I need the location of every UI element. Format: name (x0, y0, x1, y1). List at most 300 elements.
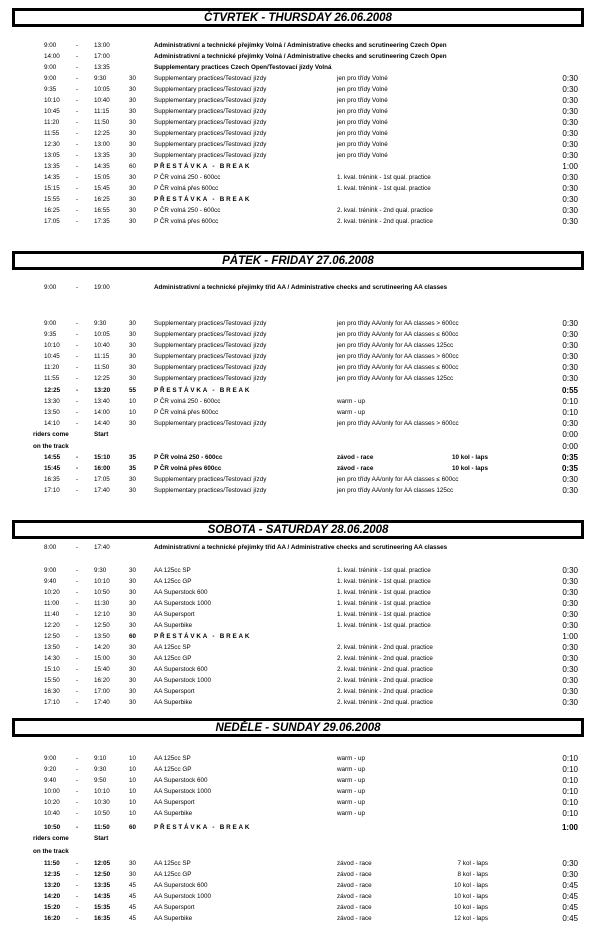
duration: 0:30 (562, 206, 578, 215)
time-dash: - (76, 42, 79, 49)
time-dash: - (76, 578, 79, 585)
time-dash: - (76, 331, 79, 338)
day-header-frame (15, 11, 581, 24)
end-time: 9:50 (94, 777, 107, 784)
end-time: 10:10 (94, 578, 110, 585)
start-time: 10:10 (44, 97, 60, 104)
session-description: AA Superbike (154, 915, 193, 922)
end-time: 15:45 (94, 185, 110, 192)
minutes: 45 (129, 882, 137, 889)
schedule-row (0, 891, 596, 902)
session-type: jen pro třídy AA/only for AA classes 125cc (337, 342, 454, 349)
start-time: 16:35 (44, 476, 60, 483)
minutes: 30 (129, 119, 137, 126)
time-dash: - (76, 387, 79, 394)
start-time: 9:40 (44, 578, 57, 585)
session-description: Supplementary practices/Testovací jízdy (154, 375, 267, 382)
schedule-row (0, 631, 596, 642)
session-description: Supplementary practices/Testovací jízdy (154, 420, 267, 427)
session-description: Supplementary practices/Testovací jízdy (154, 152, 267, 159)
schedule-row (0, 318, 596, 329)
end-time: 9:30 (94, 766, 107, 773)
minutes: 30 (129, 871, 137, 878)
start-time: 10:45 (44, 108, 60, 115)
schedule-row (0, 565, 596, 576)
schedule-row (0, 117, 596, 128)
minutes: 10 (129, 398, 137, 405)
break-label: PŘESTÁVKA - BREAK (154, 824, 252, 831)
session-type: jen pro třídy AA/only for AA classes > 600cc (337, 320, 459, 327)
session-description: AA Superstock 1000 (154, 677, 212, 684)
session-description: AA Superstock 600 (154, 777, 208, 784)
minutes: 30 (129, 207, 137, 214)
minutes: 30 (129, 97, 137, 104)
schedule-row (0, 463, 596, 474)
session-description: AA Supersport (154, 904, 195, 911)
minutes: 30 (129, 141, 137, 148)
start-time: 14:00 (44, 53, 60, 60)
time-dash: - (76, 320, 79, 327)
session-description: AA Superstock 1000 (154, 600, 212, 607)
time-dash: - (76, 871, 79, 878)
time-dash: - (76, 53, 79, 60)
duration: 0:30 (562, 195, 578, 204)
duration: 0:30 (562, 687, 578, 696)
end-time: 12:25 (94, 375, 110, 382)
time-dash: - (76, 86, 79, 93)
laps-count: 10 kol - laps (454, 904, 488, 911)
minutes: 30 (129, 185, 137, 192)
schedule-row (0, 84, 596, 95)
start-time: 13:50 (44, 409, 60, 416)
note-text: riders come (33, 431, 69, 438)
start-time: 12:35 (44, 871, 61, 878)
duration: 0:45 (562, 881, 578, 890)
laps-count: 10 kol - laps (454, 893, 488, 900)
duration: 0:30 (562, 352, 578, 361)
session-description: Supplementary practices/Testovací jízdy (154, 331, 267, 338)
end-time: 10:05 (94, 331, 110, 338)
schedule-row (0, 418, 596, 429)
schedule-row (0, 869, 596, 880)
session-description: AA 125cc GP (154, 655, 192, 662)
start-time: 9:35 (44, 331, 57, 338)
session-type: jen pro třídy AA/only for AA classes ≤ 600cc (337, 476, 459, 483)
laps-count: 10 kol - laps (454, 882, 488, 889)
end-time: 15:10 (94, 454, 111, 461)
start-time: 15:55 (44, 196, 60, 203)
start-time: 14:10 (44, 420, 60, 427)
schedule-row (0, 216, 596, 227)
minutes: 10 (129, 810, 137, 817)
session-description: Supplementary practices/Testovací jízdy (154, 476, 267, 483)
time-dash: - (76, 677, 79, 684)
minutes: 10 (129, 799, 137, 806)
minutes: 10 (129, 777, 137, 784)
duration: 0:30 (562, 577, 578, 586)
schedule-row (0, 764, 596, 775)
time-dash: - (76, 567, 79, 574)
minutes: 30 (129, 375, 137, 382)
duration: 0:10 (562, 809, 578, 818)
duration: 0:45 (562, 914, 578, 923)
session-type: jen pro třídy AA/only for AA classes 125cc (337, 487, 454, 494)
duration: 0:10 (562, 765, 578, 774)
session-description: P ČR volná přes 600cc (154, 465, 222, 472)
start-time: 14:30 (44, 655, 60, 662)
duration: 0:30 (562, 475, 578, 484)
duration: 0:30 (562, 676, 578, 685)
minutes: 30 (129, 600, 137, 607)
end-time: 9:30 (94, 320, 107, 327)
duration: 0:30 (562, 129, 578, 138)
start-time: 11:55 (44, 130, 60, 137)
schedule-row (0, 139, 596, 150)
schedule-row (0, 576, 596, 587)
time-dash: - (76, 465, 79, 472)
note-text: on the track (33, 443, 69, 450)
start-time: 10:40 (44, 810, 60, 817)
schedule-row (0, 822, 596, 833)
duration: 0:30 (562, 665, 578, 674)
time-dash: - (76, 174, 79, 181)
end-time: 14:40 (94, 420, 110, 427)
end-time: 17:40 (94, 699, 110, 706)
end-time: 9:30 (94, 567, 107, 574)
end-time: 11:50 (94, 824, 110, 831)
session-description: AA 125cc SP (154, 755, 191, 762)
minutes: 30 (129, 589, 137, 596)
schedule-row (0, 786, 596, 797)
session-type: 1. kval. trénink - 1st qual. practice (337, 578, 431, 585)
minutes: 30 (129, 611, 137, 618)
session-type: jen pro třídy Volné (337, 130, 388, 137)
start-time: 17:10 (44, 487, 60, 494)
time-dash: - (76, 655, 79, 662)
day-title: PÁTEK - FRIDAY 27.06.2008 (222, 255, 374, 267)
schedule-row (0, 194, 596, 205)
schedule-row (0, 161, 596, 172)
time-dash: - (76, 755, 79, 762)
duration: 0:10 (562, 408, 578, 417)
end-time: 11:15 (94, 108, 110, 115)
minutes: 30 (129, 342, 137, 349)
note-text: riders come (33, 835, 69, 842)
schedule-row (0, 846, 596, 857)
day-header (12, 520, 584, 539)
duration: 1:00 (562, 632, 578, 641)
time-dash: - (76, 611, 79, 618)
session-description: AA Supersport (154, 688, 195, 695)
duration: 0:30 (562, 643, 578, 652)
time-dash: - (76, 810, 79, 817)
start-time: 11:50 (44, 860, 60, 867)
duration: 0:30 (562, 486, 578, 495)
start-time: 14:20 (44, 893, 61, 900)
end-time: 14:35 (94, 163, 110, 170)
schedule-row (0, 40, 596, 51)
start-time: 8:00 (44, 544, 57, 551)
session-description: AA Superstock 1000 (154, 788, 212, 795)
start-time: 15:50 (44, 677, 60, 684)
minutes: 30 (129, 196, 137, 203)
session-description: Supplementary practices/Testovací jízdy (154, 364, 267, 371)
schedule-row (0, 51, 596, 62)
session-description: P ČR volná přes 600cc (154, 409, 219, 416)
session-type: warm - up (337, 810, 365, 817)
schedule-row (0, 620, 596, 631)
session-type: jen pro třídy Volné (337, 86, 388, 93)
duration: 0:30 (562, 118, 578, 127)
time-dash: - (76, 622, 79, 629)
minutes: 30 (129, 86, 137, 93)
session-description: Administrativní a technické přejímky tříd AA / Administrative checks and scrutineering AA classes (154, 284, 448, 291)
duration: 1:00 (561, 823, 578, 832)
time-dash: - (76, 342, 79, 349)
time-dash: - (76, 185, 79, 192)
session-description: Supplementary practices/Testovací jízdy (154, 320, 267, 327)
session-description: AA 125cc GP (154, 766, 192, 773)
end-time: 15:05 (94, 174, 110, 181)
schedule-row (0, 351, 596, 362)
start-time: 13:05 (44, 152, 60, 159)
session-type: 1. kval. trénink - 1st qual. practice (337, 567, 431, 574)
time-dash: - (76, 882, 79, 889)
schedule-row (0, 485, 596, 496)
end-time: 11:30 (94, 600, 110, 607)
duration: 0:30 (562, 184, 578, 193)
time-dash: - (76, 788, 79, 795)
end-time: 16:55 (94, 207, 110, 214)
duration: 0:30 (562, 96, 578, 105)
end-time: 16:25 (94, 196, 110, 203)
note-text: on the track (33, 848, 69, 855)
day-header (12, 8, 584, 27)
start-time: 10:00 (44, 788, 60, 795)
duration: 0:30 (562, 341, 578, 350)
end-time: 15:40 (94, 666, 110, 673)
time-dash: - (76, 207, 79, 214)
time-dash: - (76, 589, 79, 596)
duration: 0:30 (562, 140, 578, 149)
time-dash: - (76, 130, 79, 137)
duration: 0:30 (562, 85, 578, 94)
session-type: 2. kval. trénink - 2nd qual. practice (337, 207, 433, 214)
duration: 0:30 (562, 870, 578, 879)
schedule-row (0, 429, 596, 440)
schedule-row (0, 474, 596, 485)
session-type: warm - up (337, 788, 365, 795)
session-type: jen pro třídy AA/only for AA classes ≤ 600cc (337, 364, 459, 371)
schedule-row (0, 362, 596, 373)
time-dash: - (76, 108, 79, 115)
session-description: P ČR volná přes 600cc (154, 218, 219, 225)
schedule-row (0, 106, 596, 117)
end-time: 15:00 (94, 655, 110, 662)
time-dash: - (76, 353, 79, 360)
schedule-row (0, 73, 596, 84)
laps-count: 7 kol - laps (457, 860, 488, 867)
schedule-row (0, 441, 596, 452)
time-dash: - (76, 600, 79, 607)
session-description: Supplementary practices/Testovací jízdy (154, 487, 267, 494)
start-time: 9:00 (44, 64, 57, 71)
schedule-row (0, 282, 596, 293)
session-type: závod - race (337, 915, 372, 922)
minutes: 30 (129, 353, 137, 360)
time-dash: - (76, 487, 79, 494)
schedule-row (0, 858, 596, 869)
schedule-row (0, 329, 596, 340)
start-time: 9:20 (44, 766, 57, 773)
end-time: 12:25 (94, 130, 110, 137)
session-type: jen pro třídy AA/only for AA classes > 600cc (337, 353, 459, 360)
duration: 1:00 (562, 162, 578, 171)
schedule-row (0, 609, 596, 620)
duration: 0:30 (562, 363, 578, 372)
end-time: 13:50 (94, 633, 110, 640)
schedule-row (0, 697, 596, 708)
start-time: 9:00 (44, 284, 57, 291)
time-dash: - (76, 152, 79, 159)
session-type: 1. kval. trénink - 1st qual. practice (337, 174, 431, 181)
session-type: jen pro třídy AA/only for AA classes ≤ 600cc (337, 331, 459, 338)
minutes: 30 (129, 644, 137, 651)
duration: 0:30 (562, 151, 578, 160)
session-description: AA Superstock 1000 (154, 893, 212, 900)
end-time: 11:50 (94, 364, 110, 371)
time-dash: - (76, 119, 79, 126)
start-time: 14:55 (44, 454, 61, 461)
session-description: AA 125cc SP (154, 644, 191, 651)
end-time: 17:05 (94, 476, 110, 483)
time-dash: - (76, 375, 79, 382)
start-time: 10:20 (44, 799, 60, 806)
minutes: 10 (129, 788, 137, 795)
minutes: 30 (129, 677, 137, 684)
session-type: 2. kval. trénink - 2nd qual. practice (337, 218, 433, 225)
start-time: 12:25 (44, 387, 61, 394)
duration: 0:30 (562, 588, 578, 597)
schedule-row (0, 542, 596, 553)
start-time: 11:55 (44, 375, 60, 382)
minutes: 60 (129, 633, 137, 640)
start-time: 10:20 (44, 589, 60, 596)
schedule-row (0, 664, 596, 675)
session-description: AA Superstock 600 (154, 882, 208, 889)
end-time: 14:20 (94, 644, 110, 651)
session-type: 2. kval. trénink - 2nd qual. practice (337, 655, 433, 662)
time-dash: - (76, 420, 79, 427)
end-time: 12:05 (94, 860, 111, 867)
session-description: Administrativní a technické přejímky Volná / Administrative checks and scrutineering Czech Open (154, 53, 447, 60)
schedule-row (0, 128, 596, 139)
session-type: jen pro třídy Volné (337, 75, 388, 82)
session-type: závod - race (337, 860, 372, 867)
schedule-row (0, 340, 596, 351)
start-time: 10:10 (44, 342, 60, 349)
end-time: 16:35 (94, 915, 111, 922)
break-label: PŘESTÁVKA - BREAK (154, 163, 252, 170)
start-time: 17:05 (44, 218, 60, 225)
session-type: warm - up (337, 777, 365, 784)
session-description: P ČR volná 250 - 600cc (154, 398, 221, 405)
start-time: 13:35 (44, 163, 60, 170)
session-description: AA 125cc GP (154, 578, 192, 585)
session-type: 1. kval. trénink - 1st qual. practice (337, 589, 431, 596)
session-description: Supplementary practices/Testovací jízdy (154, 108, 267, 115)
end-time: 11:15 (94, 353, 110, 360)
duration: 0:30 (562, 621, 578, 630)
duration: 0:30 (562, 698, 578, 707)
duration: 0:30 (562, 374, 578, 383)
duration: 0:45 (562, 892, 578, 901)
time-dash: - (76, 860, 79, 867)
laps-count: 10 kol - laps (451, 465, 488, 472)
session-type: 2. kval. trénink - 2nd qual. practice (337, 644, 433, 651)
session-description: AA 125cc SP (154, 860, 191, 867)
session-description: Administrativní a technické přejímky Volná / Administrative checks and scrutineering Czech Open (154, 42, 447, 49)
start-time: 9:00 (44, 42, 57, 49)
minutes: 30 (129, 655, 137, 662)
end-time: Start (94, 835, 109, 842)
session-description: AA Superstock 600 (154, 589, 208, 596)
session-description: Supplementary practices/Testovací jízdy (154, 141, 267, 148)
minutes: 10 (129, 409, 137, 416)
minutes: 60 (129, 163, 137, 170)
start-time: 14:35 (44, 174, 60, 181)
session-type: 2. kval. trénink - 2nd qual. practice (337, 699, 433, 706)
session-type: jen pro třídy Volné (337, 152, 388, 159)
day-header (12, 718, 584, 737)
schedule-row (0, 653, 596, 664)
minutes: 35 (129, 454, 137, 461)
time-dash: - (76, 75, 79, 82)
schedule-row (0, 913, 596, 924)
session-description: P ČR volná 250 - 600cc (154, 174, 221, 181)
schedule-row (0, 587, 596, 598)
end-time: 16:00 (94, 465, 111, 472)
duration: 0:30 (562, 859, 578, 868)
schedule-row (0, 686, 596, 697)
schedule-row (0, 407, 596, 418)
session-type: jen pro třídy Volné (337, 141, 388, 148)
minutes: 30 (129, 688, 137, 695)
time-dash: - (76, 824, 79, 831)
end-time: 17:40 (94, 487, 110, 494)
time-dash: - (76, 284, 79, 291)
start-time: 11:40 (44, 611, 60, 618)
duration: 0:30 (562, 330, 578, 339)
session-type: warm - up (337, 409, 365, 416)
session-type: jen pro třídy Volné (337, 108, 388, 115)
end-time: 13:35 (94, 64, 110, 71)
laps-count: 10 kol - laps (451, 454, 488, 461)
session-type: jen pro třídy AA/only for AA classes 125cc (337, 375, 454, 382)
session-description: AA Supersport (154, 799, 195, 806)
end-time: 17:40 (94, 544, 110, 551)
session-description: AA Superbike (154, 622, 193, 629)
session-type: 1. kval. trénink - 1st qual. practice (337, 622, 431, 629)
minutes: 30 (129, 218, 137, 225)
duration: 0:00 (562, 430, 578, 439)
end-time: 10:50 (94, 589, 110, 596)
schedule-row (0, 452, 596, 463)
end-time: 13:35 (94, 882, 111, 889)
end-time: 13:00 (94, 141, 110, 148)
day-title: NEDĚLE - SUNDAY 29.06.2008 (215, 722, 381, 734)
start-time: 15:45 (44, 465, 61, 472)
